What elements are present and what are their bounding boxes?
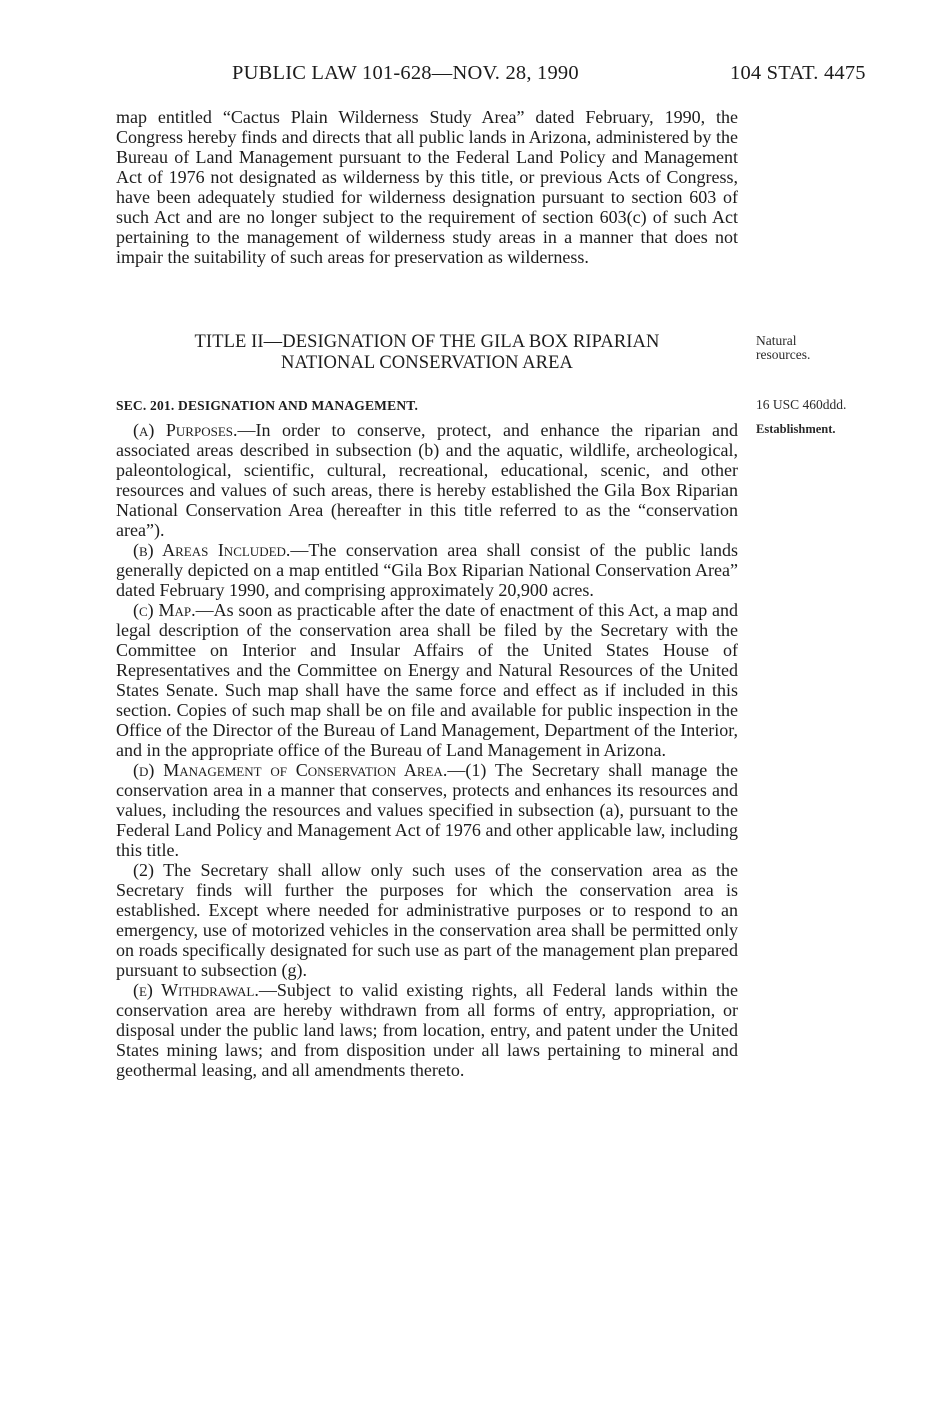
running-title: PUBLIC LAW 101-628—NOV. 28, 1990 (232, 62, 579, 84)
subsection-a-text: —In order to conserve, protect, and enhance the riparian and associated areas described in subsection (b) and the aquatic, wildlife, archeological, paleontological, scientific, cultural, recreational, educational, scenic, and other resources and values of such areas, there is hereby established the Gila Box Riparian National Conservation Area (hereafter in this title referred to as the “conservation area”). (116, 420, 739, 540)
subsection-d-2: (2) The Secretary shall allow only such uses of the conservation area as the Secretary finds will further the purposes for which the conservation area is established. Except where needed for administrative purposes or to respond to an emergency, use of motorized vehicles in the conservation area shall be permitted only on roads specifically designated for such use as part of the management plan prepared pursuant to subsection (g). (116, 860, 738, 980)
subsection-d-text: —(1) The Secretary shall manage the conservation area in a manner that conserves, protects and enhances its resources and values, including the resources and values specified in subsection (a), pursuant to the Federal Land Policy and Management Act of 1976 and other applicable law, including this title. (116, 760, 738, 860)
subsection-c-label: (c) Map. (133, 600, 196, 620)
margin-note-natural: Natural (756, 333, 797, 348)
section-body (116, 420, 738, 1080)
section-heading: SEC. 201. DESIGNATION AND MANAGEMENT. (116, 398, 419, 413)
subsection-d (116, 760, 738, 860)
subsection-e (116, 980, 738, 1080)
subsection-b-label: (b) Areas Included. (133, 540, 291, 560)
subsection-d-label: (d) Management of Conservation Area. (133, 760, 448, 780)
margin-note-resources: resources. (756, 347, 811, 362)
title-line-1: TITLE II—DESIGNATION OF THE GILA BOX RIPARIAN (194, 332, 660, 352)
subsection-c (116, 600, 738, 760)
subsection-c-text: —As soon as practicable after the date of enactment of this Act, a map and legal description of the conservation area shall be filed by the Secretary with the Committee on Interior and Insular Affairs of the United States House of Representatives and the Committee on Energy and Natural Resources of the United States Senate. Such map shall have the same force and effect as if included in this section. Copies of such map shall be on file and available for public inspection in the Office of the Director of the Bureau of Land Management, Department of the Interior, and in the appropriate office of the Bureau of Land Management in Arizona. (116, 600, 738, 760)
title-line-2: NATIONAL CONSERVATION AREA (281, 353, 573, 373)
intro-paragraph: map entitled “Cactus Plain Wilderness Study Area” dated February, 1990, the Congress hereby finds and directs that all public lands in Arizona, administered by the Bureau of Land Management pursuant to the Federal Land Policy and Management Act of 1976 not designated as wilderness by this title, or previous Acts of Congress, have been adequately studied for wilderness designation pursuant to section 603 of such Act and are no longer subject to the requirement of section 603(c) of such Act pertaining to the management of wilderness study areas in a manner that does not impair the suitability of such areas for preservation as wilderness. (116, 107, 738, 267)
intro-block (116, 107, 738, 267)
page-reference: 104 STAT. 4475 (730, 62, 866, 84)
margin-note-usc: 16 USC 460ddd. (756, 397, 847, 412)
subsection-b-text: —The conservation area shall consist of the public lands generally depicted on a map entitled “Gila Box Riparian National Conservation Area” dated February 1990, and comprising approximately 20,900 acres. (116, 540, 738, 600)
margin-note-establishment: Establishment. (756, 422, 836, 436)
subsection-e-text: —Subject to valid existing rights, all Federal lands within the conservation area are hereby withdrawn from all forms of entry, appropriation, or disposal under the public land laws; from location, entry, and patent under the United States mining laws; and from disposition under all laws pertaining to mineral and geothermal leasing, and all amendments thereto. (116, 980, 738, 1080)
subsection-b (116, 540, 738, 600)
running-header (0, 62, 949, 92)
subsection-a-label: (a) Purposes. (133, 420, 238, 440)
title-heading (116, 332, 738, 374)
subsection-e-label: (e) Withdrawal. (133, 980, 259, 1000)
margin-note-natural-resources (756, 334, 810, 362)
subsection-a (116, 420, 738, 540)
